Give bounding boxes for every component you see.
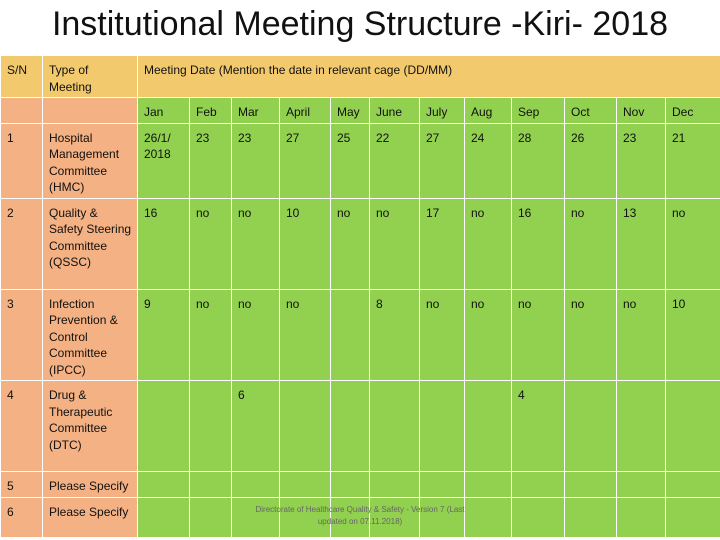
meeting-date-cell <box>512 498 565 538</box>
meeting-date-cell: 8 <box>370 289 420 381</box>
month-mar: Mar <box>232 98 280 124</box>
month-aug: Aug <box>465 98 512 124</box>
month-row <box>1 98 720 124</box>
month-feb: Feb <box>190 98 232 124</box>
page-title: Institutional Meeting Structure -Kiri- 2018 <box>51 5 669 43</box>
footer-note: Directorate of Healthcare Quality & Safety - Version 7 (Last updated on 07.11.2018) <box>255 505 465 526</box>
meeting-table <box>0 55 720 538</box>
meeting-date-cell: no <box>232 289 280 381</box>
header-row <box>1 56 720 98</box>
meeting-date-cell <box>370 381 420 472</box>
row-sn: 2 <box>1 198 43 289</box>
row-sn: 1 <box>1 123 43 198</box>
meeting-date-cell: 13 <box>617 198 666 289</box>
meeting-date-cell: 10 <box>280 198 331 289</box>
month-jan: Jan <box>138 98 190 124</box>
meeting-date-cell: 28 <box>512 123 565 198</box>
meeting-date-cell: 23 <box>190 123 232 198</box>
meeting-date-cell <box>666 498 720 538</box>
meeting-date-cell: no <box>565 198 617 289</box>
meeting-date-cell: no <box>370 198 420 289</box>
meeting-date-cell <box>420 472 465 498</box>
table-row <box>1 381 720 472</box>
month-row-blank <box>1 98 43 124</box>
month-jul: July <box>420 98 465 124</box>
meeting-date-cell: 26/1/ 2018 <box>138 123 190 198</box>
table-row <box>1 472 720 498</box>
meeting-date-cell <box>465 498 512 538</box>
meeting-date-cell <box>190 498 232 538</box>
row-meeting-type: Quality & Safety Steering Committee (QSSC) <box>43 198 138 289</box>
row-sn: 4 <box>1 381 43 472</box>
table-row <box>1 198 720 289</box>
meeting-date-cell <box>280 381 331 472</box>
month-oct: Oct <box>565 98 617 124</box>
meeting-date-cell: 16 <box>512 198 565 289</box>
meeting-date-cell <box>565 472 617 498</box>
meeting-date-cell <box>138 472 190 498</box>
date-header: Meeting Date (Mention the date in relevant cage (DD/MM) <box>138 56 720 98</box>
meeting-date-cell: no <box>331 198 370 289</box>
table-row <box>1 289 720 381</box>
month-row-blank <box>43 98 138 124</box>
meeting-date-cell <box>565 498 617 538</box>
meeting-date-cell <box>190 472 232 498</box>
meeting-date-cell: 24 <box>465 123 512 198</box>
meeting-date-cell: no <box>666 198 720 289</box>
meeting-date-cell <box>666 472 720 498</box>
meeting-date-cell <box>465 472 512 498</box>
meeting-date-cell <box>280 472 331 498</box>
meeting-date-cell <box>666 381 720 472</box>
meeting-date-cell <box>331 381 370 472</box>
meeting-date-cell: no <box>190 289 232 381</box>
meeting-date-cell: 4 <box>512 381 565 472</box>
row-meeting-type: Hospital Management Committee (HMC) <box>43 123 138 198</box>
meeting-date-cell <box>370 472 420 498</box>
meeting-date-cell <box>465 381 512 472</box>
meeting-date-cell <box>232 472 280 498</box>
meeting-date-cell <box>331 472 370 498</box>
meeting-date-cell: 25 <box>331 123 370 198</box>
month-dec: Dec <box>666 98 720 124</box>
meeting-date-cell: 27 <box>420 123 465 198</box>
meeting-date-cell: no <box>280 289 331 381</box>
meeting-date-cell: no <box>465 198 512 289</box>
meeting-date-cell <box>190 381 232 472</box>
row-meeting-type: Infection Prevention & Control Committee (IPCC) <box>43 289 138 381</box>
meeting-date-cell: no <box>565 289 617 381</box>
meeting-date-cell <box>617 381 666 472</box>
row-sn: 5 <box>1 472 43 498</box>
row-meeting-type: Drug & Therapeutic Committee (DTC) <box>43 381 138 472</box>
type-header: Type of Meeting <box>43 56 138 98</box>
meeting-date-cell: 21 <box>666 123 720 198</box>
month-sep: Sep <box>512 98 565 124</box>
meeting-date-cell: 17 <box>420 198 465 289</box>
row-sn: 3 <box>1 289 43 381</box>
row-meeting-type: Please Specify <box>43 498 138 538</box>
meeting-date-cell <box>138 381 190 472</box>
meeting-date-cell: 10 <box>666 289 720 381</box>
meeting-date-cell: no <box>617 289 666 381</box>
meeting-date-cell: 9 <box>138 289 190 381</box>
month-jun: June <box>370 98 420 124</box>
meeting-date-cell <box>617 498 666 538</box>
meeting-date-cell <box>138 498 190 538</box>
meeting-date-cell: no <box>512 289 565 381</box>
meeting-date-cell <box>617 472 666 498</box>
meeting-date-cell: 6 <box>232 381 280 472</box>
table-row <box>1 123 720 198</box>
meeting-date-cell: no <box>190 198 232 289</box>
sn-header: S/N <box>1 56 43 98</box>
meeting-date-cell: no <box>232 198 280 289</box>
meeting-date-cell <box>331 289 370 381</box>
month-apr: April <box>280 98 331 124</box>
row-meeting-type: Please Specify <box>43 472 138 498</box>
meeting-date-cell: 23 <box>232 123 280 198</box>
row-sn: 6 <box>1 498 43 538</box>
meeting-date-cell: 23 <box>617 123 666 198</box>
meeting-date-cell: 26 <box>565 123 617 198</box>
meeting-date-cell: no <box>420 289 465 381</box>
meeting-date-cell: 16 <box>138 198 190 289</box>
month-may: May <box>331 98 370 124</box>
month-nov: Nov <box>617 98 666 124</box>
meeting-date-cell: 22 <box>370 123 420 198</box>
meeting-date-cell: no <box>465 289 512 381</box>
meeting-date-cell <box>512 472 565 498</box>
meeting-date-cell: 27 <box>280 123 331 198</box>
meeting-date-cell <box>420 381 465 472</box>
meeting-date-cell <box>565 381 617 472</box>
